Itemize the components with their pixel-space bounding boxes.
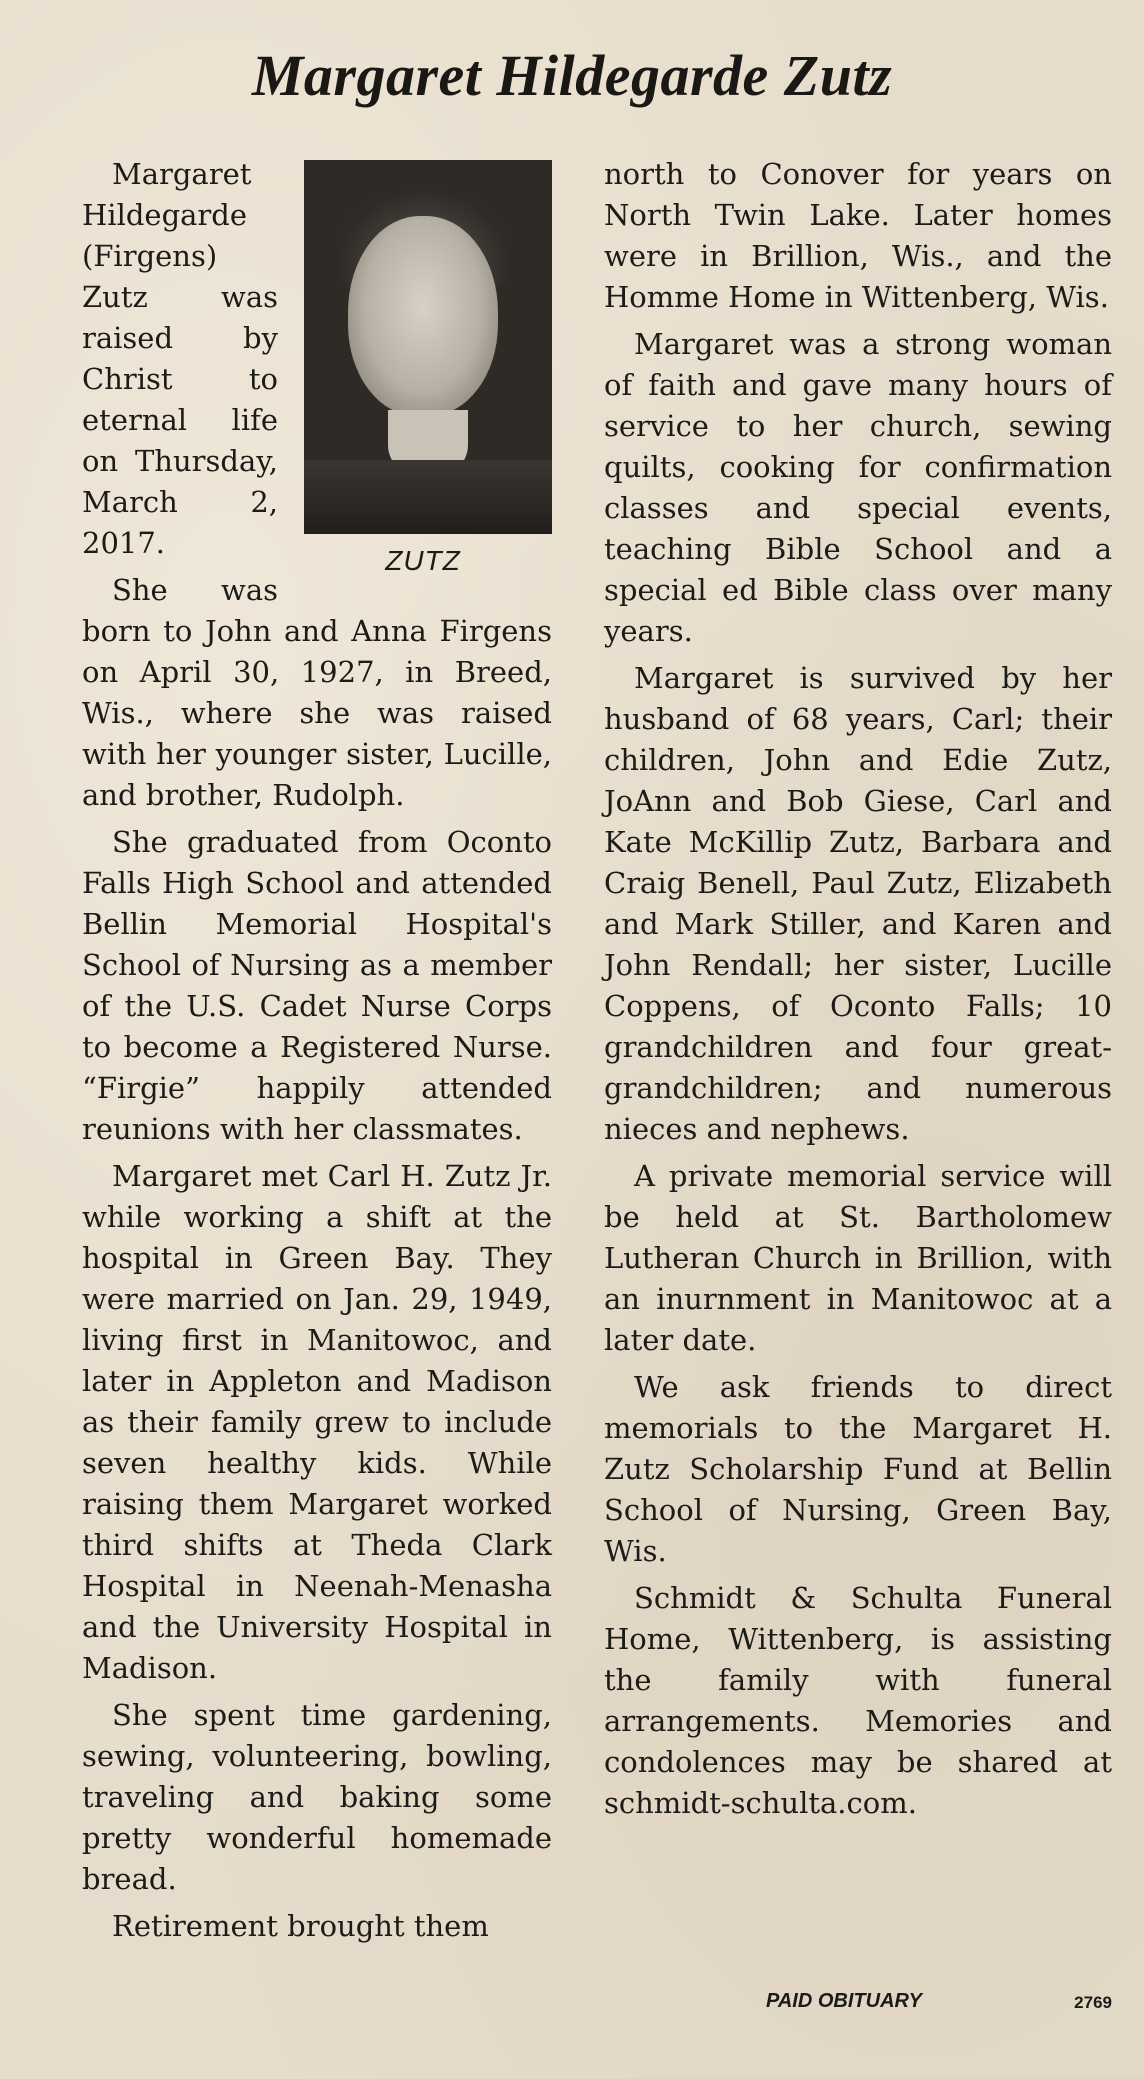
photo-caption: ZUTZ [385, 545, 461, 576]
paragraph-birth: She was born to John and Anna Firgens on April 30, 1927, in Breed, Wis., where she was raised with her younger sister, Lucille, and brother, Rudolph. [82, 573, 552, 812]
paragraph-service: A private memorial service will be held at St. Bartholomew Lutheran Church in Brillion, with an inurnment in Manitowoc at a later date. [604, 1159, 1112, 1357]
portrait-figure [294, 160, 552, 578]
paragraph-marriage: Margaret met Carl H. Zutz Jr. while working a shift at the hospital in Green Bay. They were married on Jan. 29, 1949, living first in Manitowoc, and later in Appleton and Madison as their family grew to include seven healthy kids. While raising them Margaret worked third shifts at Theda Clark Hospital in Neenah-Menasha and the University Hospital in Madison. [82, 1159, 552, 1685]
paragraph-funeral-home: Schmidt & Schulta Funeral Home, Wittenberg, is assisting the family with funeral arrangements. Memories and condolences may be shared at schmidt-schulta.com. [604, 1581, 1112, 1820]
paragraph-hobbies: She spent time gardening, sewing, volunteering, bowling, traveling and baking some pretty wonderful homemade bread. [82, 1698, 552, 1896]
paid-obituary-label: PAID OBITUARY [766, 1990, 922, 2012]
paragraph-intro: Margaret Hildegarde (Firgens) Zutz was raised by Christ to eternal life on Thursday, March 2, 2017. [82, 157, 278, 560]
paragraph-faith: Margaret was a strong woman of faith and gave many hours of service to her church, sewing quilts, cooking for confirmation classes and special events, teaching Bible School and a special ed Bible class over many years. [604, 327, 1112, 648]
ad-code: 2769 [1074, 1993, 1112, 2012]
paragraph-retirement-cont: north to Conover for years on North Twin Lake. Later homes were in Brillion, Wis., and the Homme Home in Wittenberg, Wis. [604, 157, 1112, 314]
obituary-title: Margaret Hildegarde Zutz [251, 43, 893, 108]
portrait-photo [304, 160, 552, 534]
paragraph-survivors: Margaret is survived by her husband of 68 years, Carl; their children, John and Edie Zutz, JoAnn and Bob Giese, Carl and Kate McKillip Zutz, Barbara and Craig Benell, Paul Zutz, Elizabeth and Mark Stiller, and Karen and John Rendall; her sister, Lucille Coppens, of Oconto Falls; 10 grandchildren and four great-grandchildren; and numerous nieces and nephews. [604, 661, 1112, 1146]
paragraph-retirement-start: Retirement brought them [112, 1909, 489, 1943]
left-column [82, 154, 552, 1953]
right-column [604, 154, 1112, 1830]
paragraph-education: She graduated from Oconto Falls High School and attended Bellin Memorial Hospital's School of Nursing as a member of the U.S. Cadet Nurse Corps to become a Registered Nurse. “Firgie” happily attended reunions with her classmates. [82, 825, 552, 1146]
paragraph-memorials: We ask friends to direct memorials to the Margaret H. Zutz Scholarship Fund at Bellin School of Nursing, Green Bay, Wis. [604, 1370, 1112, 1568]
